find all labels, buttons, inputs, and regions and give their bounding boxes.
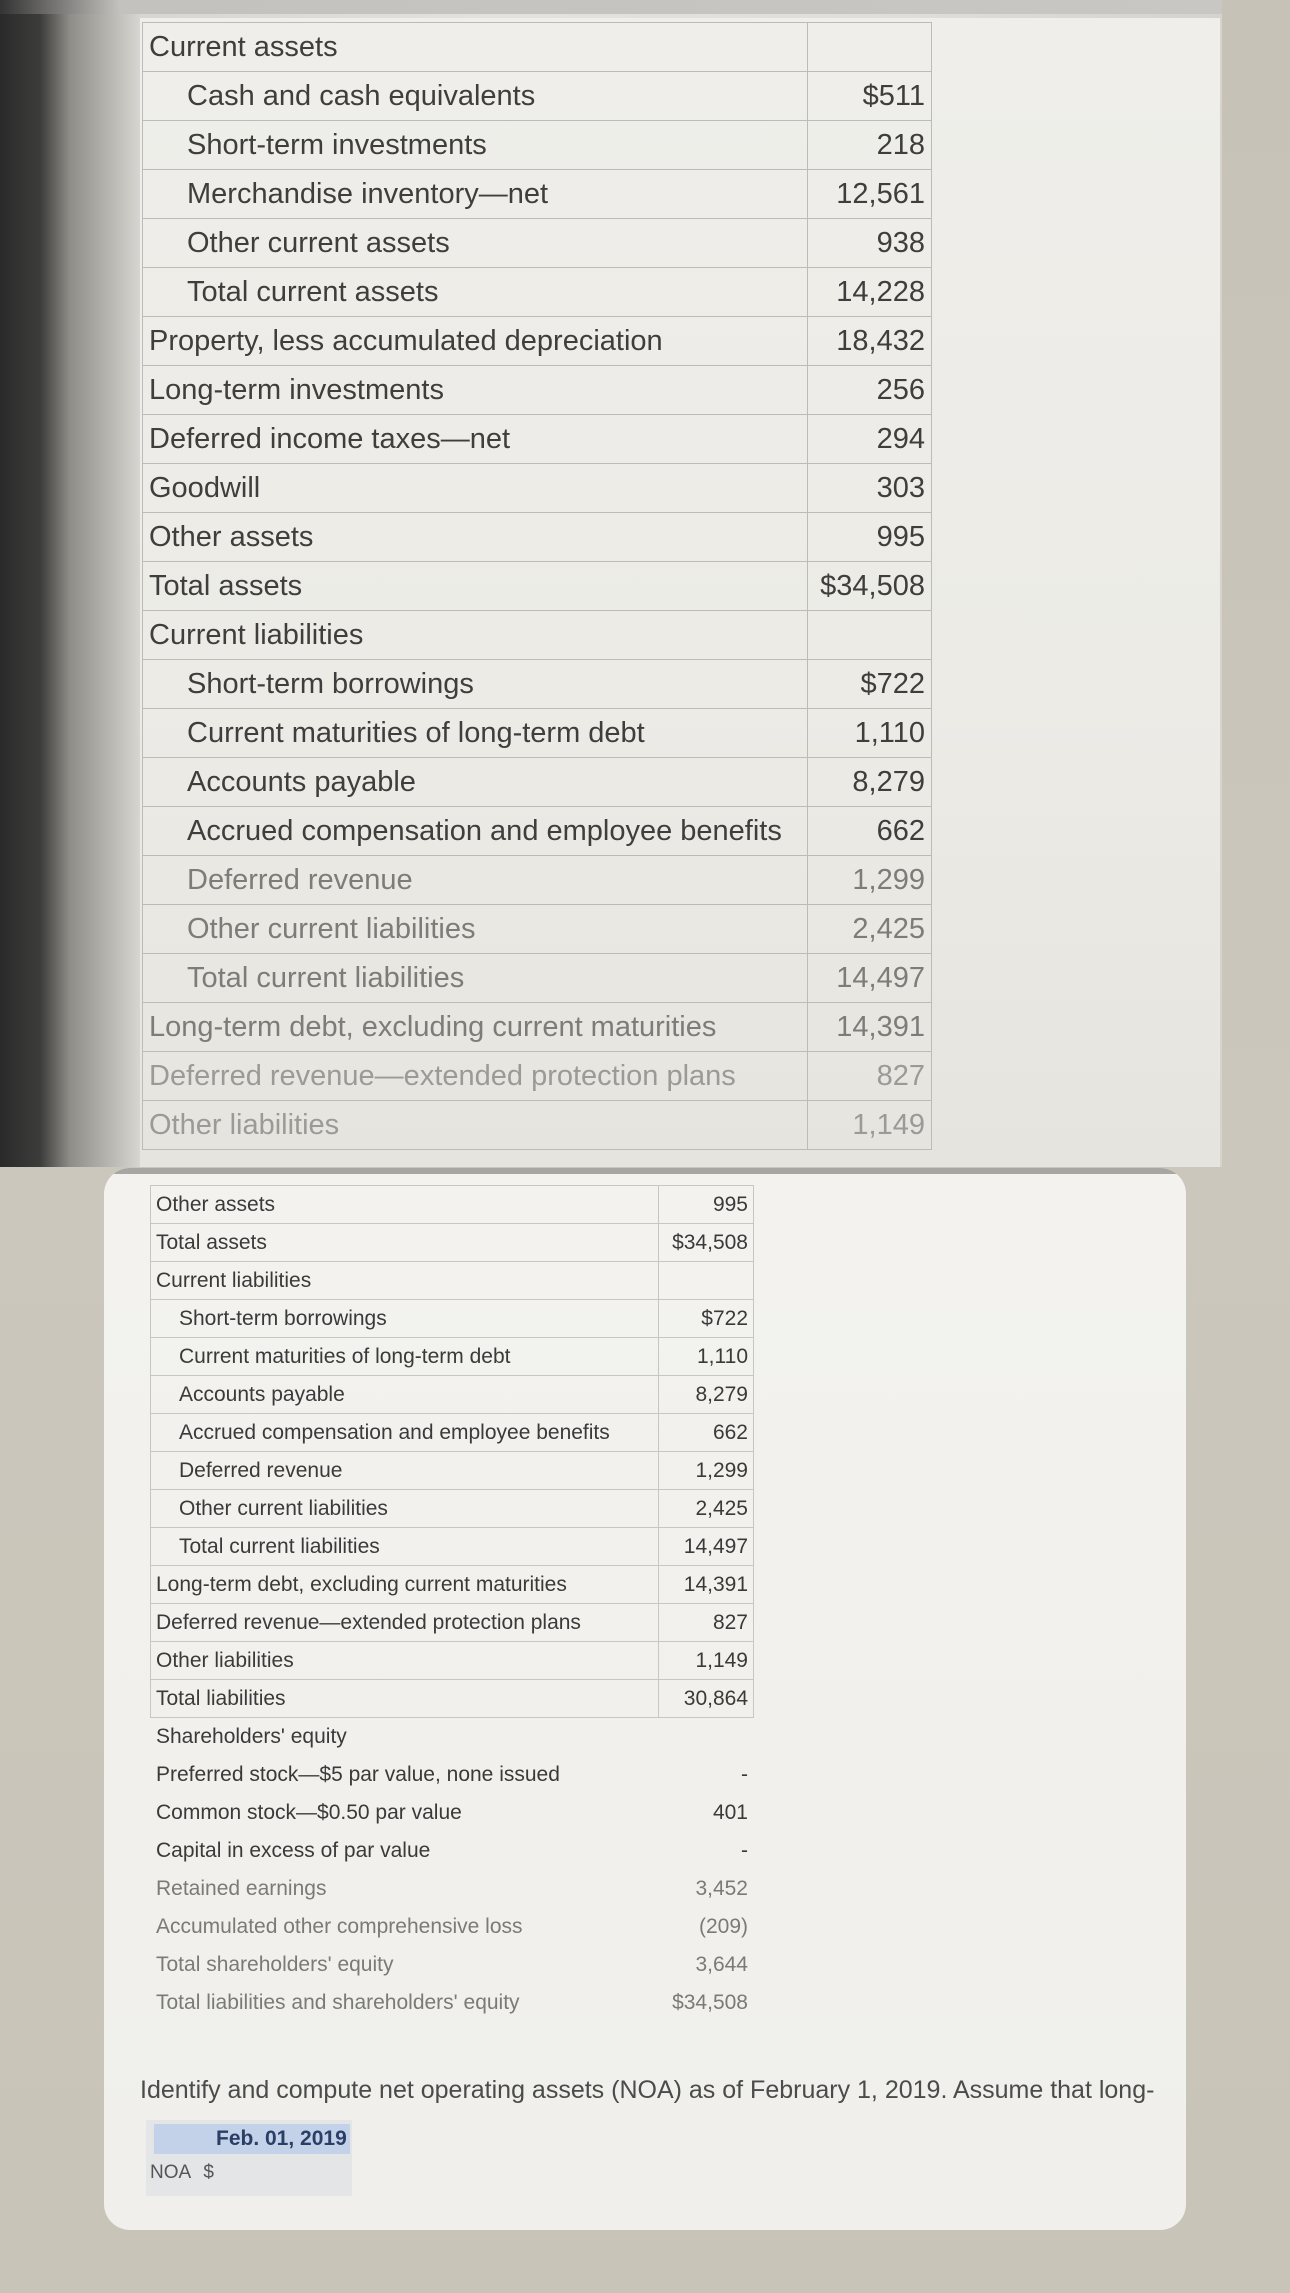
row-value: 3,452 xyxy=(695,1876,748,1900)
row-label: Deferred revenue—extended protection plans xyxy=(151,1604,659,1642)
row-label: Shareholders' equity xyxy=(156,1724,347,1748)
row-value: $722 xyxy=(807,660,931,709)
table-row xyxy=(143,121,932,170)
row-label: Accrued compensation and employee benefits xyxy=(143,807,808,856)
row-value: 18,432 xyxy=(807,317,931,366)
table-row xyxy=(151,1794,754,1832)
noa-input[interactable] xyxy=(238,2160,352,2190)
row-value xyxy=(807,23,931,72)
row-label: Current liabilities xyxy=(143,611,808,660)
row-label: Deferred revenue xyxy=(143,856,808,905)
row-label: Other liabilities xyxy=(143,1101,808,1150)
answer-grid xyxy=(146,2120,352,2196)
row-value: 218 xyxy=(807,121,931,170)
table-row xyxy=(151,1376,754,1414)
row-value: $34,508 xyxy=(672,1990,748,2014)
row-label: Accumulated other comprehensive loss xyxy=(156,1914,523,1938)
row-value: 14,391 xyxy=(807,1003,931,1052)
row-value: 995 xyxy=(807,513,931,562)
question-text: Identify and compute net operating assets (NOA) as of February 1, 2019. Assume that long- xyxy=(140,2076,1155,2104)
row-value: 1,299 xyxy=(658,1452,753,1490)
row-label: Preferred stock—$5 par value, none issued xyxy=(156,1762,560,1786)
row-value xyxy=(658,1262,753,1300)
row-value: 827 xyxy=(658,1604,753,1642)
row-value: - xyxy=(741,1762,748,1786)
table-row xyxy=(151,1832,754,1870)
table-row xyxy=(143,268,932,317)
row-value: 12,561 xyxy=(807,170,931,219)
row-label: Other assets xyxy=(151,1186,659,1224)
row-label: Accounts payable xyxy=(151,1376,659,1414)
table-row xyxy=(143,660,932,709)
row-label: Short-term borrowings xyxy=(151,1300,659,1338)
table-row xyxy=(143,709,932,758)
row-value: 3,644 xyxy=(695,1952,748,1976)
row-label: Long-term debt, excluding current maturities xyxy=(143,1003,808,1052)
currency-symbol: $ xyxy=(203,2162,214,2183)
row-value: 1,110 xyxy=(807,709,931,758)
row-value: 14,497 xyxy=(807,954,931,1003)
row-value: 1,299 xyxy=(807,856,931,905)
table-row xyxy=(151,1756,754,1794)
row-value: 14,497 xyxy=(658,1528,753,1566)
balance-sheet-table-bottom xyxy=(150,1185,754,2022)
table-row xyxy=(151,1604,754,1642)
row-value: 294 xyxy=(807,415,931,464)
row-label: Total current assets xyxy=(143,268,808,317)
row-value: $34,508 xyxy=(807,562,931,611)
row-value: 662 xyxy=(658,1414,753,1452)
row-label: Deferred revenue xyxy=(151,1452,659,1490)
row-label: Current maturities of long-term debt xyxy=(143,709,808,758)
table-row xyxy=(151,1224,754,1262)
row-label: Deferred revenue—extended protection plans xyxy=(143,1052,808,1101)
row-value xyxy=(658,1718,753,1756)
row-value: 2,425 xyxy=(807,905,931,954)
table-row xyxy=(143,23,932,72)
row-label: Total liabilities xyxy=(151,1680,659,1718)
row-label: Total assets xyxy=(143,562,808,611)
row-label: Other assets xyxy=(143,513,808,562)
row-label: Capital in excess of par value xyxy=(156,1838,431,1862)
row-value: 8,279 xyxy=(658,1376,753,1414)
row-value: 1,149 xyxy=(807,1101,931,1150)
table-row xyxy=(143,415,932,464)
table-row xyxy=(151,1870,754,1908)
row-value: $511 xyxy=(807,72,931,121)
row-label: Other current liabilities xyxy=(151,1490,659,1528)
table-row xyxy=(151,1452,754,1490)
table-row xyxy=(151,1642,754,1680)
table-row xyxy=(151,1414,754,1452)
row-value xyxy=(807,611,931,660)
table-row xyxy=(143,170,932,219)
row-value: 1,110 xyxy=(658,1338,753,1376)
table-row xyxy=(151,1566,754,1604)
row-value: 2,425 xyxy=(658,1490,753,1528)
table-row xyxy=(143,219,932,268)
table-row xyxy=(151,1490,754,1528)
table-row xyxy=(151,1908,754,1946)
balance-sheet-table-top xyxy=(142,22,932,1150)
row-value: (209) xyxy=(698,1914,748,1938)
table-row xyxy=(143,954,932,1003)
table-row xyxy=(143,1003,932,1052)
row-label: Accrued compensation and employee benefits xyxy=(151,1414,659,1452)
table-row xyxy=(143,366,932,415)
table-row xyxy=(151,1186,754,1224)
row-value: - xyxy=(741,1838,748,1862)
table-row xyxy=(143,856,932,905)
row-label: Deferred income taxes—net xyxy=(143,415,808,464)
table-row xyxy=(151,1984,754,2022)
table-row xyxy=(143,1052,932,1101)
noa-row-label xyxy=(150,2162,214,2184)
table-row xyxy=(143,513,932,562)
row-value: 1,149 xyxy=(658,1642,753,1680)
table-row xyxy=(151,1718,754,1756)
row-label: Other current assets xyxy=(143,219,808,268)
column-header: Feb. 01, 2019 xyxy=(154,2124,350,2154)
row-label: Merchandise inventory—net xyxy=(143,170,808,219)
row-label: Total current liabilities xyxy=(151,1528,659,1566)
row-label: Total current liabilities xyxy=(143,954,808,1003)
row-value: 14,391 xyxy=(658,1566,753,1604)
noa-label-text: NOA xyxy=(150,2162,191,2183)
row-label: Short-term borrowings xyxy=(143,660,808,709)
row-label: Short-term investments xyxy=(143,121,808,170)
table-row xyxy=(143,758,932,807)
row-label: Current assets xyxy=(143,23,808,72)
row-label: Long-term debt, excluding current maturities xyxy=(151,1566,659,1604)
table-row xyxy=(151,1300,754,1338)
row-value: 827 xyxy=(807,1052,931,1101)
photo-edge xyxy=(104,1168,1186,1174)
row-value: 995 xyxy=(658,1186,753,1224)
row-label: Total liabilities and shareholders' equity xyxy=(156,1990,520,2014)
table-row xyxy=(151,1262,754,1300)
bottom-photo xyxy=(104,1168,1186,2230)
row-label: Property, less accumulated depreciation xyxy=(143,317,808,366)
row-label: Current liabilities xyxy=(151,1262,659,1300)
table-row xyxy=(143,905,932,954)
row-value: 303 xyxy=(807,464,931,513)
row-value: 8,279 xyxy=(807,758,931,807)
row-label: Goodwill xyxy=(143,464,808,513)
row-label: Cash and cash equivalents xyxy=(143,72,808,121)
table-row xyxy=(143,807,932,856)
row-value: 938 xyxy=(807,219,931,268)
row-label: Other current liabilities xyxy=(143,905,808,954)
row-label: Long-term investments xyxy=(143,366,808,415)
row-value: $34,508 xyxy=(658,1224,753,1262)
row-value: 662 xyxy=(807,807,931,856)
table-row xyxy=(143,72,932,121)
row-value: 14,228 xyxy=(807,268,931,317)
table-row xyxy=(151,1680,754,1718)
row-label: Retained earnings xyxy=(156,1876,327,1900)
table-row xyxy=(143,562,932,611)
table-row xyxy=(151,1946,754,1984)
row-label: Common stock—$0.50 par value xyxy=(156,1800,462,1824)
row-value: 256 xyxy=(807,366,931,415)
photo-edge xyxy=(0,0,1222,14)
table-row xyxy=(151,1528,754,1566)
row-label: Accounts payable xyxy=(143,758,808,807)
table-row xyxy=(143,1101,932,1150)
top-photo xyxy=(0,0,1222,1167)
table-row xyxy=(151,1338,754,1376)
row-label: Total assets xyxy=(151,1224,659,1262)
table-row xyxy=(143,317,932,366)
row-value: $722 xyxy=(658,1300,753,1338)
table-row xyxy=(143,611,932,660)
row-label: Total shareholders' equity xyxy=(156,1952,394,1976)
row-label: Current maturities of long-term debt xyxy=(151,1338,659,1376)
row-value: 401 xyxy=(712,1800,748,1824)
row-label: Other liabilities xyxy=(151,1642,659,1680)
table-row xyxy=(143,464,932,513)
row-value: 30,864 xyxy=(658,1680,753,1718)
